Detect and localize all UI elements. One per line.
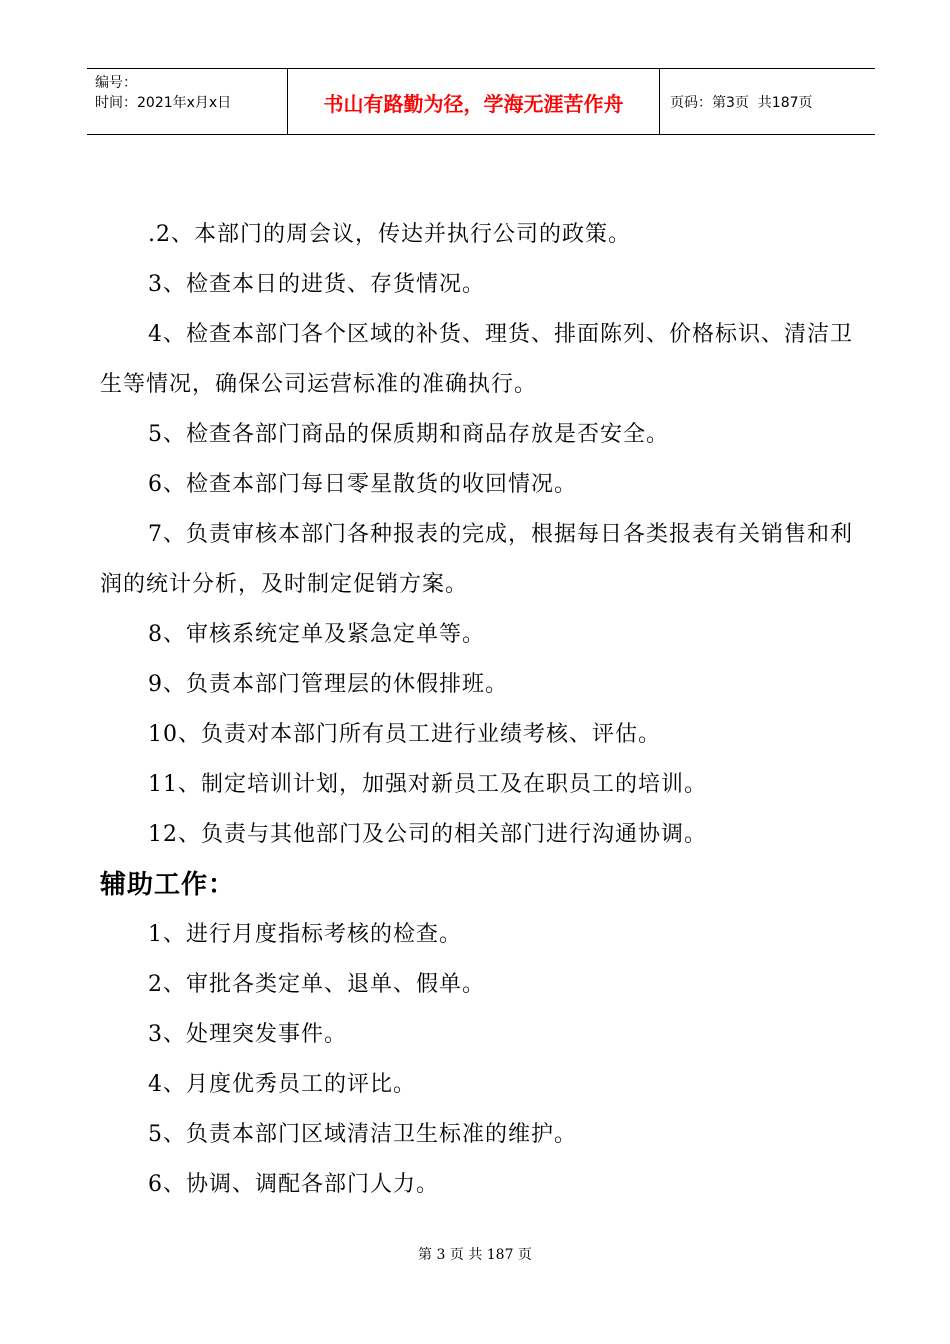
header-page-info: [660, 69, 875, 135]
header-motto: [287, 69, 660, 135]
paragraph: 8、审核系统定单及紧急定单等。: [148, 622, 485, 647]
document-body: [100, 210, 870, 1210]
aux-paragraph: 2、审批各类定单、退单、假单。: [148, 972, 485, 997]
number-label: 编号：: [95, 75, 137, 91]
section-heading: 辅助工作：: [100, 870, 236, 900]
page-info-text: 页码：第3页 共187页: [670, 95, 813, 111]
aux-paragraph: 3、处理突发事件。: [148, 1022, 347, 1047]
paragraph: 10、负责对本部门所有员工进行业绩考核、评估。: [148, 722, 661, 747]
paragraph: 6、检查本部门每日零星散货的收回情况。: [148, 472, 577, 497]
paragraph: 4、检查本部门各个区域的补货、理货、排面陈列、价格标识、清洁卫生等情况，确保公司运营标准的准确执行。: [100, 322, 853, 397]
paragraph: 9、负责本部门管理层的休假排班。: [148, 672, 508, 697]
motto-text: 书山有路勤为径，学海无涯苦作舟: [323, 91, 624, 116]
aux-paragraph: 1、进行月度指标考核的检查。: [148, 922, 462, 947]
aux-paragraph: 4、月度优秀员工的评比。: [148, 1072, 416, 1097]
header-meta: [87, 69, 287, 135]
paragraph: .2、本部门的周会议，传达并执行公司的政策。: [148, 222, 631, 247]
paragraph: 11、制定培训计划，加强对新员工及在职员工的培训。: [148, 772, 707, 797]
paragraph: 3、检查本日的进货、存货情况。: [148, 272, 485, 297]
paragraph: 5、检查各部门商品的保质期和商品存放是否安全。: [148, 422, 669, 447]
paragraph: 12、负责与其他部门及公司的相关部门进行沟通协调。: [148, 822, 707, 847]
paragraph: 7、负责审核本部门各种报表的完成，根据每日各类报表有关销售和利润的统计分析，及时制定促销方案。: [100, 522, 853, 597]
aux-paragraph: 5、负责本部门区域清洁卫生标准的维护。: [148, 1122, 577, 1147]
page-footer: 第 3 页 共 187 页: [418, 1247, 532, 1263]
time-label: 时间：2021年x月x日: [95, 95, 232, 111]
aux-paragraph: 6、协调、调配各部门人力。: [148, 1172, 439, 1197]
document-header: [87, 68, 875, 135]
